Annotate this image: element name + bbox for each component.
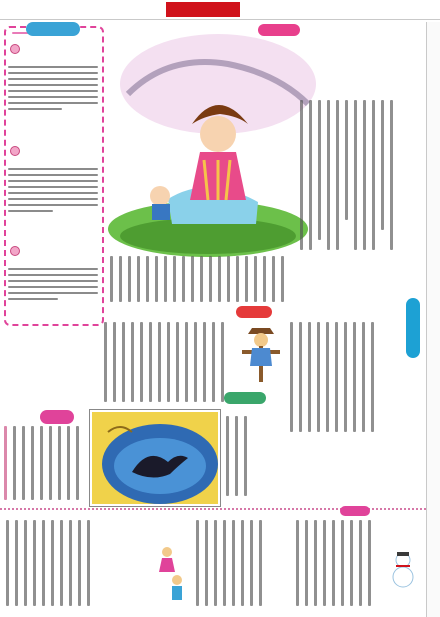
swan-painting-art bbox=[92, 412, 220, 506]
story-text-rain bbox=[290, 322, 386, 442]
ad-text bbox=[4, 426, 88, 506]
hero-tag bbox=[258, 24, 300, 36]
rain-badge bbox=[406, 298, 420, 358]
left-panel-header bbox=[26, 22, 80, 36]
side-index-strip bbox=[426, 22, 440, 617]
boy-figure-icon bbox=[168, 574, 186, 602]
swan-painting bbox=[90, 410, 220, 506]
ad-badge bbox=[40, 410, 74, 424]
entry-icon bbox=[10, 146, 20, 156]
entry-body bbox=[8, 268, 98, 304]
scarecrow-badge bbox=[236, 306, 272, 318]
bottom-story-1-text bbox=[6, 520, 106, 614]
entry-icon bbox=[10, 44, 20, 54]
bottom-story-2-text bbox=[196, 520, 286, 614]
main-story-text bbox=[300, 100, 400, 268]
scarecrow-icon bbox=[238, 318, 284, 384]
girl-figure-icon bbox=[158, 546, 176, 574]
newspaper-logo bbox=[166, 2, 240, 17]
entry-body bbox=[8, 168, 98, 216]
hero-illustration bbox=[108, 24, 320, 264]
entry-body bbox=[8, 66, 98, 114]
story-text-swan bbox=[226, 416, 256, 506]
left-entries bbox=[6, 42, 102, 322]
bottom-badge bbox=[340, 506, 370, 516]
entry-icon bbox=[10, 246, 20, 256]
snowman-icon bbox=[388, 550, 418, 588]
story-continuation bbox=[110, 256, 290, 306]
painting-badge bbox=[224, 392, 266, 404]
bottom-story-3-text bbox=[296, 520, 382, 614]
masthead bbox=[0, 0, 440, 20]
ad-block bbox=[4, 408, 88, 508]
